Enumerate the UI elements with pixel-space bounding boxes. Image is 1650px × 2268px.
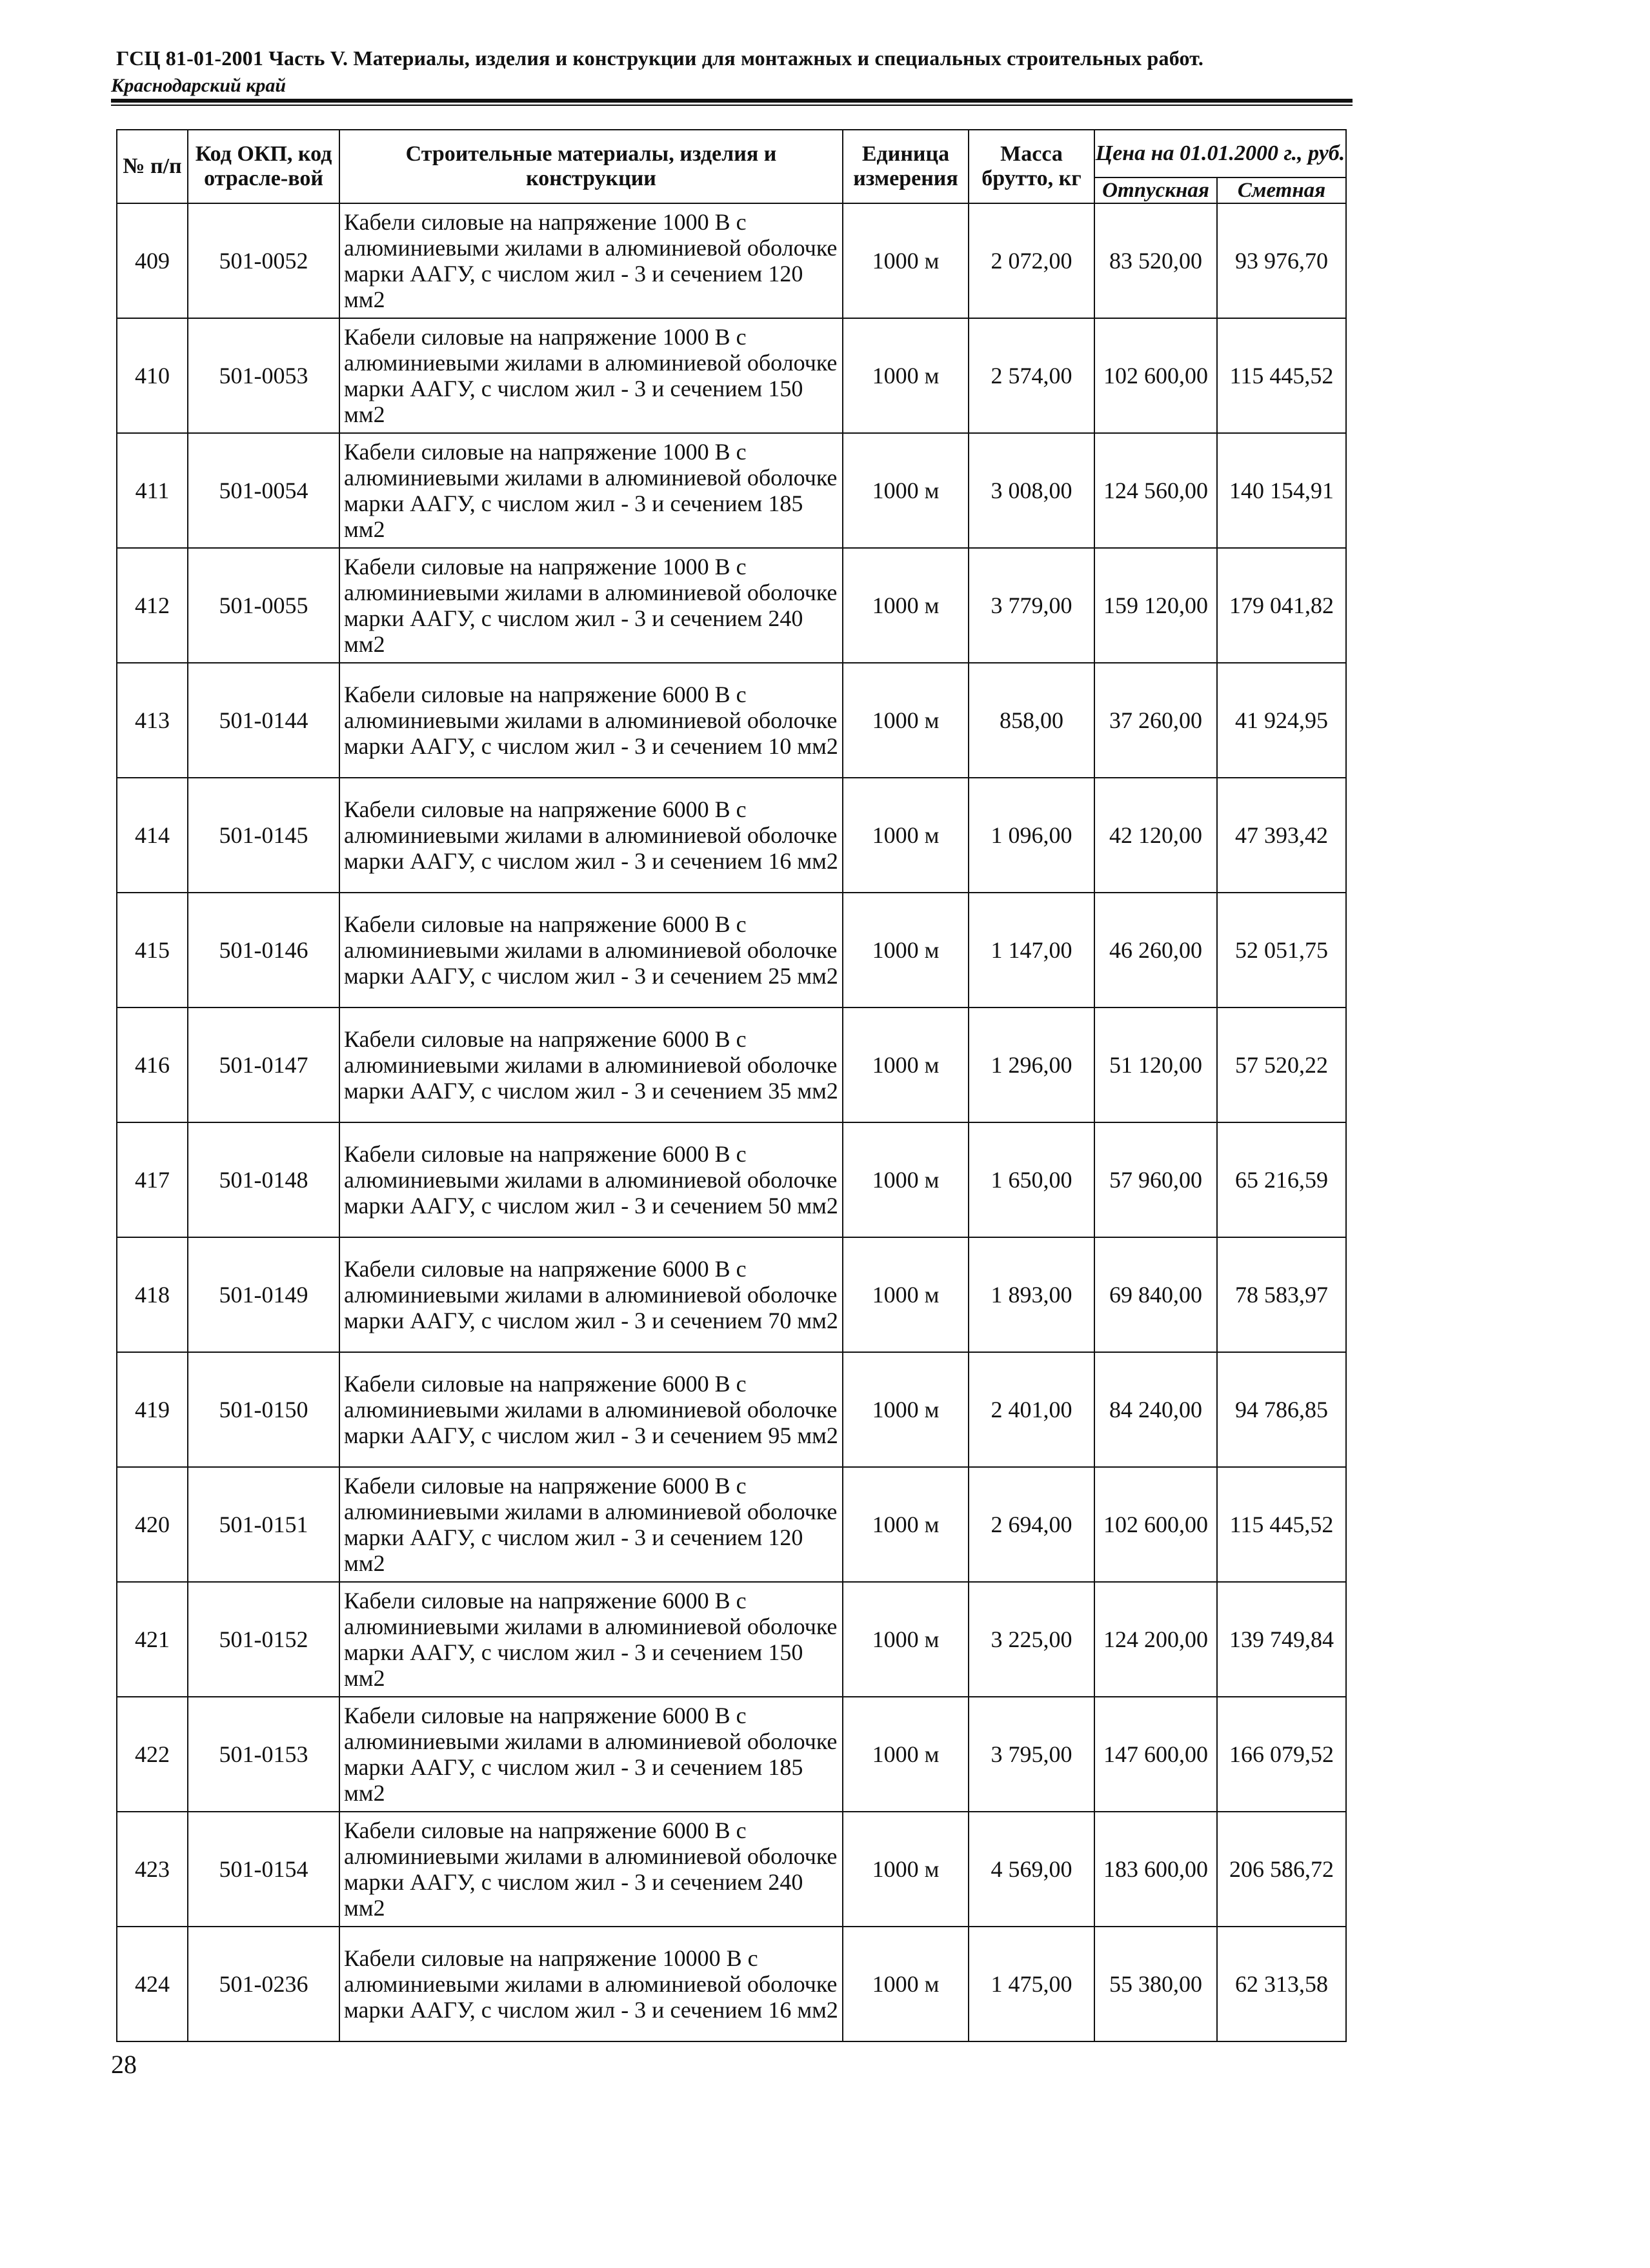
header-rule-thin (111, 105, 1353, 106)
unit: 1000 м (843, 548, 969, 663)
table-row (117, 1122, 1346, 1237)
col-header-unit: Единица измерения (843, 130, 969, 203)
row-number: 409 (117, 203, 188, 318)
col-header-mass: Масса брутто, кг (969, 130, 1094, 203)
price-estimate: 206 586,72 (1217, 1812, 1346, 1927)
unit: 1000 м (843, 433, 969, 548)
mass-gross: 1 296,00 (969, 1007, 1094, 1122)
okp-code: 501-0150 (188, 1352, 339, 1467)
row-number: 417 (117, 1122, 188, 1237)
col-header-price-release: Отпускная (1094, 177, 1217, 203)
table-row (117, 1812, 1346, 1927)
row-number: 418 (117, 1237, 188, 1352)
price-estimate: 47 393,42 (1217, 778, 1346, 893)
material-description: Кабели силовые на напряжение 6000 В с алюминиевыми жилами в алюминиевой оболочке марки ААГУ, с числом жил - 3 и сечением 10 мм2 (339, 663, 843, 778)
price-release: 37 260,00 (1094, 663, 1217, 778)
okp-code: 501-0144 (188, 663, 339, 778)
row-number: 423 (117, 1812, 188, 1927)
unit: 1000 м (843, 318, 969, 433)
row-number: 419 (117, 1352, 188, 1467)
price-estimate: 115 445,52 (1217, 318, 1346, 433)
okp-code: 501-0052 (188, 203, 339, 318)
table-row (117, 203, 1346, 318)
price-estimate: 65 216,59 (1217, 1122, 1346, 1237)
price-estimate: 62 313,58 (1217, 1927, 1346, 2041)
price-estimate: 139 749,84 (1217, 1582, 1346, 1697)
material-description: Кабели силовые на напряжение 1000 В с алюминиевыми жилами в алюминиевой оболочке марки ААГУ, с числом жил - 3 и сечением 240 мм2 (339, 548, 843, 663)
price-release: 55 380,00 (1094, 1927, 1217, 2041)
price-release: 183 600,00 (1094, 1812, 1217, 1927)
table-row (117, 318, 1346, 433)
document-region: Краснодарский край (111, 75, 287, 96)
table-row (117, 433, 1346, 548)
table-row (117, 1352, 1346, 1467)
document-title: ГСЦ 81-01-2001 Часть V. Материалы, изделия и конструкции для монтажных и специальных строительных работ. (116, 46, 1204, 70)
okp-code: 501-0236 (188, 1927, 339, 2041)
col-header-num: № п/п (117, 130, 188, 203)
price-estimate: 94 786,85 (1217, 1352, 1346, 1467)
mass-gross: 3 795,00 (969, 1697, 1094, 1812)
table-row (117, 548, 1346, 663)
price-release: 124 200,00 (1094, 1582, 1217, 1697)
mass-gross: 1 475,00 (969, 1927, 1094, 2041)
table-row (117, 778, 1346, 893)
unit: 1000 м (843, 778, 969, 893)
table-row (117, 1582, 1346, 1697)
table-row (117, 663, 1346, 778)
mass-gross: 3 008,00 (969, 433, 1094, 548)
material-description: Кабели силовые на напряжение 1000 В с алюминиевыми жилами в алюминиевой оболочке марки ААГУ, с числом жил - 3 и сечением 185 мм2 (339, 433, 843, 548)
material-description: Кабели силовые на напряжение 1000 В с алюминиевыми жилами в алюминиевой оболочке марки ААГУ, с числом жил - 3 и сечением 120 мм2 (339, 203, 843, 318)
unit: 1000 м (843, 1812, 969, 1927)
price-release: 159 120,00 (1094, 548, 1217, 663)
price-table (116, 129, 1347, 2042)
table-row (117, 1237, 1346, 1352)
col-header-price: Цена на 01.01.2000 г., руб. (1094, 130, 1346, 177)
unit: 1000 м (843, 1237, 969, 1352)
okp-code: 501-0154 (188, 1812, 339, 1927)
mass-gross: 2 072,00 (969, 203, 1094, 318)
unit: 1000 м (843, 1582, 969, 1697)
price-estimate: 57 520,22 (1217, 1007, 1346, 1122)
material-description: Кабели силовые на напряжение 6000 В с алюминиевыми жилами в алюминиевой оболочке марки ААГУ, с числом жил - 3 и сечением 150 мм2 (339, 1582, 843, 1697)
price-release: 69 840,00 (1094, 1237, 1217, 1352)
price-release: 83 520,00 (1094, 203, 1217, 318)
okp-code: 501-0153 (188, 1697, 339, 1812)
okp-code: 501-0146 (188, 893, 339, 1007)
material-description: Кабели силовые на напряжение 6000 В с алюминиевыми жилами в алюминиевой оболочке марки ААГУ, с числом жил - 3 и сечением 185 мм2 (339, 1697, 843, 1812)
table-row (117, 893, 1346, 1007)
okp-code: 501-0145 (188, 778, 339, 893)
material-description: Кабели силовые на напряжение 6000 В с алюминиевыми жилами в алюминиевой оболочке марки ААГУ, с числом жил - 3 и сечением 240 мм2 (339, 1812, 843, 1927)
unit: 1000 м (843, 1122, 969, 1237)
mass-gross: 1 893,00 (969, 1237, 1094, 1352)
unit: 1000 м (843, 893, 969, 1007)
table-row (117, 1927, 1346, 2041)
material-description: Кабели силовые на напряжение 10000 В с алюминиевыми жилами в алюминиевой оболочке марки ААГУ, с числом жил - 3 и сечением 16 мм2 (339, 1927, 843, 2041)
price-release: 84 240,00 (1094, 1352, 1217, 1467)
mass-gross: 1 650,00 (969, 1122, 1094, 1237)
unit: 1000 м (843, 1352, 969, 1467)
okp-code: 501-0055 (188, 548, 339, 663)
price-estimate: 93 976,70 (1217, 203, 1346, 318)
okp-code: 501-0148 (188, 1122, 339, 1237)
row-number: 410 (117, 318, 188, 433)
okp-code: 501-0054 (188, 433, 339, 548)
mass-gross: 4 569,00 (969, 1812, 1094, 1927)
material-description: Кабели силовые на напряжение 6000 В с алюминиевыми жилами в алюминиевой оболочке марки ААГУ, с числом жил - 3 и сечением 16 мм2 (339, 778, 843, 893)
row-number: 411 (117, 433, 188, 548)
unit: 1000 м (843, 1467, 969, 1582)
price-estimate: 41 924,95 (1217, 663, 1346, 778)
material-description: Кабели силовые на напряжение 6000 В с алюминиевыми жилами в алюминиевой оболочке марки ААГУ, с числом жил - 3 и сечением 70 мм2 (339, 1237, 843, 1352)
row-number: 424 (117, 1927, 188, 2041)
material-description: Кабели силовые на напряжение 6000 В с алюминиевыми жилами в алюминиевой оболочке марки ААГУ, с числом жил - 3 и сечением 25 мм2 (339, 893, 843, 1007)
row-number: 415 (117, 893, 188, 1007)
material-description: Кабели силовые на напряжение 1000 В с алюминиевыми жилами в алюминиевой оболочке марки ААГУ, с числом жил - 3 и сечением 150 мм2 (339, 318, 843, 433)
mass-gross: 2 694,00 (969, 1467, 1094, 1582)
price-release: 124 560,00 (1094, 433, 1217, 548)
mass-gross: 3 779,00 (969, 548, 1094, 663)
okp-code: 501-0151 (188, 1467, 339, 1582)
price-estimate: 78 583,97 (1217, 1237, 1346, 1352)
price-estimate: 140 154,91 (1217, 433, 1346, 548)
unit: 1000 м (843, 1697, 969, 1812)
price-release: 102 600,00 (1094, 318, 1217, 433)
page-number: 28 (111, 2050, 137, 2079)
row-number: 414 (117, 778, 188, 893)
price-estimate: 179 041,82 (1217, 548, 1346, 663)
mass-gross: 2 574,00 (969, 318, 1094, 433)
price-release: 102 600,00 (1094, 1467, 1217, 1582)
material-description: Кабели силовые на напряжение 6000 В с алюминиевыми жилами в алюминиевой оболочке марки ААГУ, с числом жил - 3 и сечением 95 мм2 (339, 1352, 843, 1467)
price-release: 42 120,00 (1094, 778, 1217, 893)
table-row (117, 1467, 1346, 1582)
price-estimate: 115 445,52 (1217, 1467, 1346, 1582)
mass-gross: 1 147,00 (969, 893, 1094, 1007)
header-rule-thick (111, 99, 1353, 103)
row-number: 416 (117, 1007, 188, 1122)
mass-gross: 858,00 (969, 663, 1094, 778)
price-release: 46 260,00 (1094, 893, 1217, 1007)
table-row (117, 1007, 1346, 1122)
table-body (117, 203, 1346, 2041)
material-description: Кабели силовые на напряжение 6000 В с алюминиевыми жилами в алюминиевой оболочке марки ААГУ, с числом жил - 3 и сечением 35 мм2 (339, 1007, 843, 1122)
okp-code: 501-0147 (188, 1007, 339, 1122)
okp-code: 501-0053 (188, 318, 339, 433)
okp-code: 501-0152 (188, 1582, 339, 1697)
price-estimate: 166 079,52 (1217, 1697, 1346, 1812)
row-number: 421 (117, 1582, 188, 1697)
unit: 1000 м (843, 203, 969, 318)
unit: 1000 м (843, 663, 969, 778)
mass-gross: 3 225,00 (969, 1582, 1094, 1697)
price-release: 51 120,00 (1094, 1007, 1217, 1122)
col-header-okp-code: Код ОКП, код отрасле-вой (188, 130, 339, 203)
row-number: 422 (117, 1697, 188, 1812)
mass-gross: 1 096,00 (969, 778, 1094, 893)
unit: 1000 м (843, 1927, 969, 2041)
table-row (117, 1697, 1346, 1812)
price-release: 147 600,00 (1094, 1697, 1217, 1812)
okp-code: 501-0149 (188, 1237, 339, 1352)
price-estimate: 52 051,75 (1217, 893, 1346, 1007)
material-description: Кабели силовые на напряжение 6000 В с алюминиевыми жилами в алюминиевой оболочке марки ААГУ, с числом жил - 3 и сечением 120 мм2 (339, 1467, 843, 1582)
material-description: Кабели силовые на напряжение 6000 В с алюминиевыми жилами в алюминиевой оболочке марки ААГУ, с числом жил - 3 и сечением 50 мм2 (339, 1122, 843, 1237)
mass-gross: 2 401,00 (969, 1352, 1094, 1467)
col-header-price-estimate: Сметная (1217, 177, 1346, 203)
unit: 1000 м (843, 1007, 969, 1122)
row-number: 413 (117, 663, 188, 778)
row-number: 420 (117, 1467, 188, 1582)
row-number: 412 (117, 548, 188, 663)
col-header-material: Строительные материалы, изделия и конструкции (339, 130, 843, 203)
price-release: 57 960,00 (1094, 1122, 1217, 1237)
